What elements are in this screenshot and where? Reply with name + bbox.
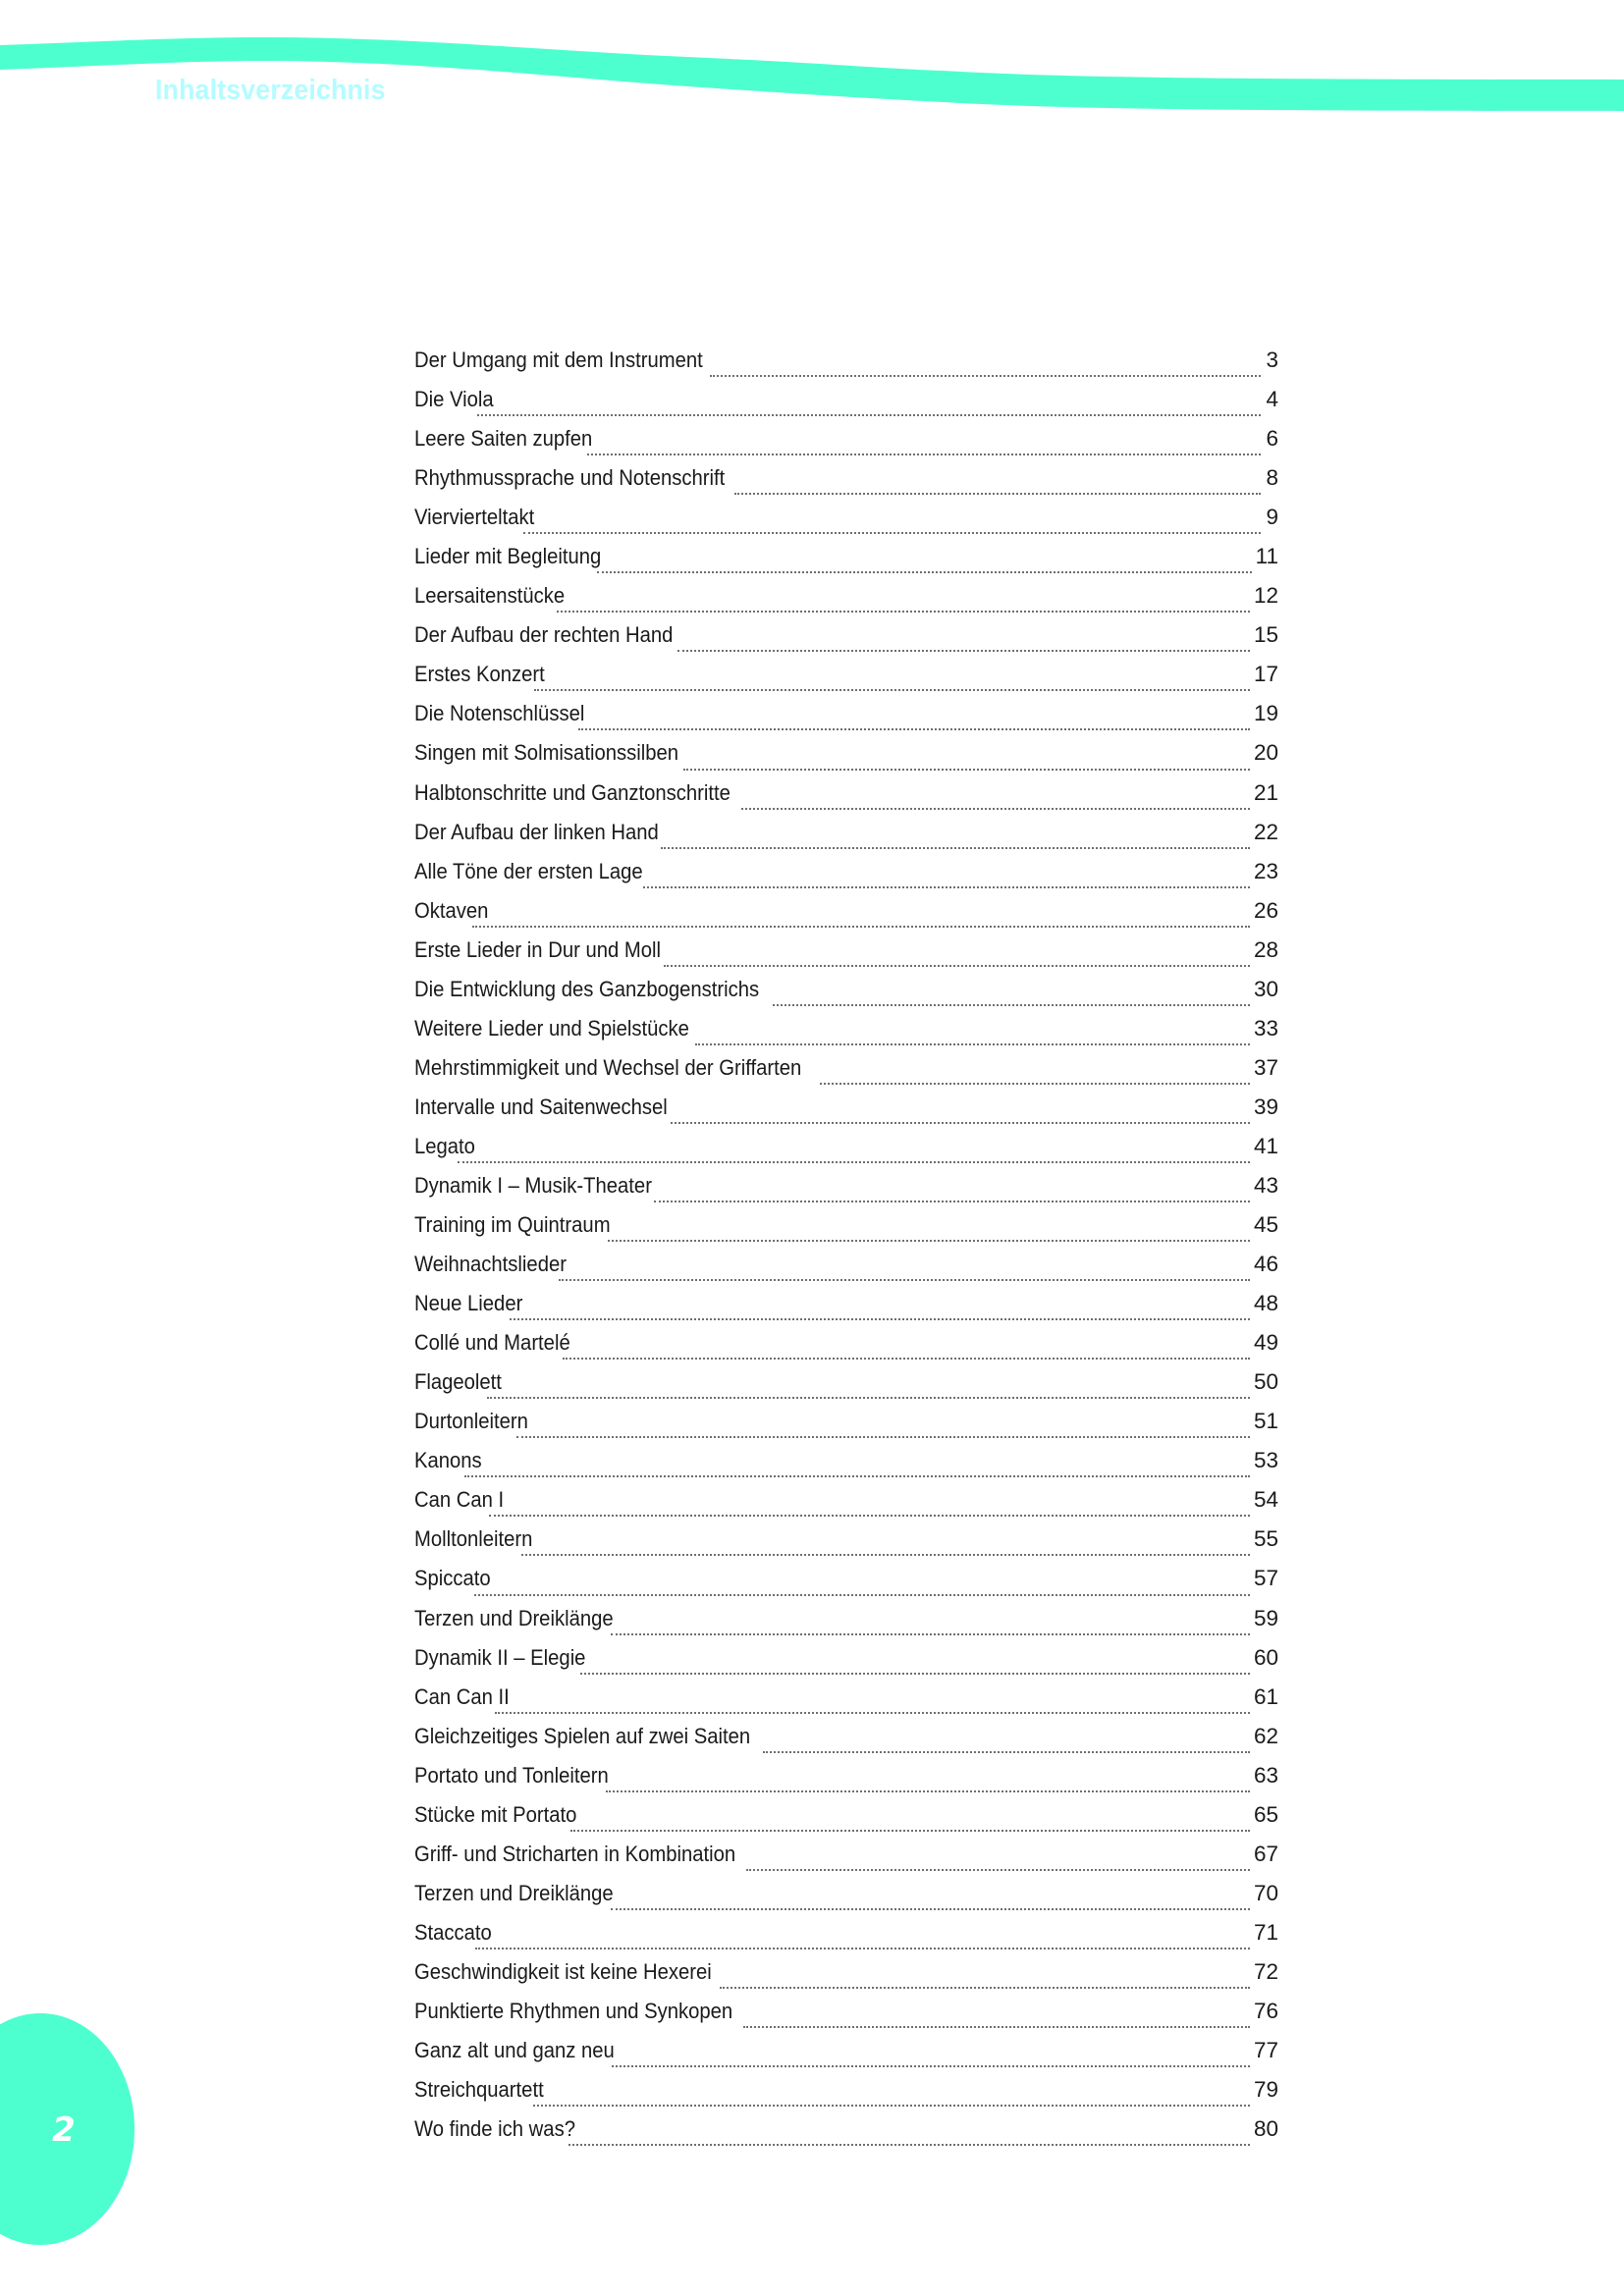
toc-entry[interactable] [414,898,1278,937]
toc-entry[interactable] [414,1212,1278,1252]
toc-entry[interactable] [414,583,1278,622]
toc-entry-title: Kanons [414,1448,482,1473]
toc-entry[interactable] [414,1881,1278,1920]
table-of-contents [414,347,1278,2156]
toc-entry-page: 3 [1266,347,1278,372]
toc-dot-leader [489,1514,1250,1517]
toc-entry-page: 21 [1253,779,1278,805]
toc-entry-page: 19 [1253,701,1278,726]
toc-entry[interactable] [414,1920,1278,1959]
toc-entry-page: 37 [1253,1054,1278,1080]
toc-dot-leader [568,2143,1250,2146]
toc-entry-title: Can Can II [414,1683,510,1709]
toc-entry-title: Streichquartett [414,2077,544,2103]
toc-dot-leader [495,1711,1250,1714]
toc-dot-leader [521,1553,1250,1556]
toc-entry-page: 11 [1255,544,1278,569]
toc-dot-leader [458,1160,1250,1163]
toc-entry-title: Stücke mit Portato [414,1801,577,1827]
toc-entry-page: 33 [1253,1015,1278,1041]
toc-entry[interactable] [414,347,1278,387]
toc-entry[interactable] [414,1606,1278,1645]
toc-entry[interactable] [414,1566,1278,1605]
toc-entry-page: 9 [1266,505,1278,530]
toc-entry-title: Flageolett [414,1369,502,1395]
toc-dot-leader [587,453,1261,455]
toc-entry-page: 77 [1253,2038,1278,2063]
toc-entry-page: 80 [1253,2116,1278,2142]
toc-entry-title: Legato [414,1133,475,1158]
toc-entry-page: 60 [1253,1644,1278,1670]
toc-entry-title: Erstes Konzert [414,662,545,687]
toc-entry-page: 55 [1253,1526,1278,1552]
toc-dot-leader [523,531,1261,534]
toc-dot-leader [741,807,1250,810]
toc-entry[interactable] [414,1645,1278,1684]
toc-dot-leader [597,570,1251,573]
toc-entry-page: 70 [1253,1880,1278,1905]
toc-entry[interactable] [414,2038,1278,2077]
toc-entry-title: Weitere Lieder und Spielstücke [414,1015,689,1041]
toc-entry[interactable] [414,1684,1278,1724]
toc-entry[interactable] [414,1134,1278,1173]
toc-dot-leader [608,1239,1250,1242]
toc-dot-leader [695,1042,1250,1045]
toc-entry[interactable] [414,1369,1278,1409]
toc-entry-title: Rhythmussprache und Notenschrift [414,465,726,491]
toc-dot-leader [475,1947,1250,1949]
toc-dot-leader [580,1672,1250,1675]
toc-entry[interactable] [414,780,1278,820]
toc-entry-title: Staccato [414,1919,492,1945]
toc-entry[interactable] [414,1291,1278,1330]
toc-dot-leader [516,1435,1250,1438]
toc-entry-page: 71 [1253,1919,1278,1945]
toc-dot-leader [734,492,1261,495]
toc-entry-page: 59 [1253,1605,1278,1630]
toc-entry-title: Weihnachtslieder [414,1252,567,1277]
toc-entry-page: 8 [1266,465,1278,491]
toc-entry-page: 6 [1266,426,1278,452]
toc-entry-page: 39 [1253,1094,1278,1119]
toc-dot-leader [472,925,1250,928]
toc-entry-page: 54 [1253,1487,1278,1513]
toc-entry-title: Dynamik II – Elegie [414,1644,586,1670]
toc-dot-leader [533,2104,1250,2107]
toc-dot-leader [570,1829,1250,1832]
section-title: Inhaltsverzeichnis [155,75,386,106]
toc-entry-title: Gleichzeitiges Spielen auf zwei Saiten [414,1723,751,1748]
toc-entry[interactable] [414,701,1278,740]
toc-entry-page: 51 [1253,1409,1278,1434]
toc-entry[interactable] [414,505,1278,544]
toc-entry[interactable] [414,2116,1278,2156]
toc-dot-leader [534,688,1250,691]
toc-dot-leader [477,413,1261,416]
toc-entry[interactable] [414,1252,1278,1291]
toc-entry[interactable] [414,977,1278,1016]
toc-entry-title: Oktaven [414,897,489,923]
toc-entry-title: Alle Töne der ersten Lage [414,858,643,883]
toc-entry[interactable] [414,1330,1278,1369]
toc-entry[interactable] [414,1724,1278,1763]
toc-entry-title: Dynamik I – Musik-Theater [414,1172,652,1198]
toc-entry[interactable] [414,426,1278,465]
toc-entry[interactable] [414,1999,1278,2038]
toc-entry-title: Training im Quintraum [414,1212,611,1238]
toc-entry-title: Ganz alt und ganz neu [414,2038,615,2063]
toc-entry-page: 22 [1253,819,1278,844]
toc-entry[interactable] [414,1095,1278,1134]
toc-entry[interactable] [414,1448,1278,1487]
toc-entry-page: 20 [1253,740,1278,766]
toc-dot-leader [654,1200,1250,1202]
toc-entry-title: Viervierteltakt [414,505,535,530]
toc-entry-page: 76 [1253,1998,1278,2023]
toc-entry[interactable] [414,1487,1278,1526]
toc-entry-page: 61 [1253,1683,1278,1709]
toc-entry[interactable] [414,1173,1278,1212]
toc-dot-leader [559,1278,1250,1281]
toc-entry-title: Mehrstimmigkeit und Wechsel der Griffarten [414,1054,802,1080]
toc-entry[interactable] [414,1959,1278,1999]
toc-entry-title: Singen mit Solmisationssilben [414,740,679,766]
toc-entry-page: 53 [1253,1448,1278,1473]
toc-entry-title: Punktierte Rhythmen und Synkopen [414,1998,733,2023]
toc-dot-leader [557,610,1250,613]
toc-dot-leader [746,1868,1250,1871]
toc-entry-page: 48 [1253,1291,1278,1316]
toc-entry-page: 17 [1253,662,1278,687]
toc-dot-leader [677,649,1250,652]
toc-entry-title: Leere Saiten zupfen [414,426,593,452]
toc-dot-leader [820,1082,1250,1085]
toc-entry-page: 23 [1253,858,1278,883]
toc-entry[interactable] [414,662,1278,701]
toc-dot-leader [643,885,1250,888]
toc-dot-leader [743,2025,1250,2028]
toc-entry-page: 28 [1253,936,1278,962]
toc-entry-title: Die Viola [414,387,494,412]
toc-entry[interactable] [414,937,1278,977]
toc-entry-title: Erste Lieder in Dur und Moll [414,936,662,962]
toc-entry-title: Portato und Tonleitern [414,1762,609,1788]
toc-entry-title: Terzen und Dreiklänge [414,1605,614,1630]
toc-entry-title: Collé und Martelé [414,1330,570,1356]
toc-entry[interactable] [414,387,1278,426]
toc-entry-title: Spiccato [414,1566,491,1591]
toc-entry-page: 26 [1253,897,1278,923]
toc-dot-leader [763,1750,1250,1753]
toc-dot-leader [664,964,1250,967]
toc-entry-page: 15 [1253,622,1278,648]
toc-entry-page: 43 [1253,1172,1278,1198]
toc-entry-title: Molltonleitern [414,1526,533,1552]
toc-entry-title: Geschwindigkeit ist keine Hexerei [414,1958,712,1984]
toc-dot-leader [720,1986,1250,1989]
toc-entry-title: Can Can I [414,1487,505,1513]
toc-dot-leader [611,1632,1250,1635]
toc-dot-leader [710,374,1261,377]
toc-entry-title: Terzen und Dreiklänge [414,1880,614,1905]
toc-dot-leader [464,1474,1250,1477]
toc-entry-title: Leersaitenstücke [414,583,566,609]
toc-entry-page: 79 [1253,2077,1278,2103]
toc-entry[interactable] [414,820,1278,859]
toc-entry[interactable] [414,1763,1278,1802]
toc-entry-title: Wo finde ich was? [414,2116,575,2142]
toc-entry-page: 4 [1266,387,1278,412]
toc-entry[interactable] [414,1409,1278,1448]
toc-entry-title: Die Notenschlüssel [414,701,585,726]
toc-dot-leader [487,1396,1250,1399]
toc-entry-title: Halbtonschritte und Ganztonschritte [414,779,731,805]
toc-entry-page: 67 [1253,1841,1278,1866]
toc-dot-leader [510,1317,1250,1320]
toc-entry[interactable] [414,622,1278,662]
toc-entry-title: Griff- und Stricharten in Kombination [414,1841,736,1866]
toc-entry-page: 12 [1253,583,1278,609]
toc-dot-leader [661,846,1250,849]
toc-entry[interactable] [414,465,1278,505]
toc-dot-leader [671,1121,1250,1124]
toc-entry-page: 41 [1253,1133,1278,1158]
toc-dot-leader [474,1593,1250,1596]
toc-entry[interactable] [414,1526,1278,1566]
toc-entry-page: 46 [1253,1252,1278,1277]
toc-entry-page: 30 [1253,976,1278,1001]
toc-entry-title: Neue Lieder [414,1291,523,1316]
toc-entry-page: 57 [1253,1566,1278,1591]
toc-entry[interactable] [414,1802,1278,1842]
toc-entry-title: Lieder mit Begleitung [414,544,602,569]
toc-entry-title: Die Entwicklung des Ganzbogenstrichs [414,976,760,1001]
toc-entry[interactable] [414,2077,1278,2116]
toc-entry[interactable] [414,544,1278,583]
toc-dot-leader [683,768,1250,771]
toc-entry[interactable] [414,1016,1278,1055]
toc-entry-title: Der Aufbau der linken Hand [414,819,659,844]
toc-entry-page: 49 [1253,1330,1278,1356]
toc-entry[interactable] [414,1055,1278,1095]
toc-entry-title: Der Aufbau der rechten Hand [414,622,674,648]
toc-entry-page: 45 [1253,1212,1278,1238]
toc-entry-title: Der Umgang mit dem Instrument [414,347,703,372]
toc-dot-leader [563,1357,1250,1360]
toc-dot-leader [611,1907,1250,1910]
toc-entry[interactable] [414,740,1278,779]
toc-dot-leader [773,1003,1250,1006]
toc-dot-leader [606,1789,1250,1792]
toc-entry-page: 72 [1253,1958,1278,1984]
toc-entry-title: Intervalle und Saitenwechsel [414,1094,668,1119]
page-number: 2 [52,2110,76,2150]
toc-entry-title: Durtonleitern [414,1409,528,1434]
toc-dot-leader [578,727,1250,730]
header-wave-decoration [0,0,1624,137]
toc-entry[interactable] [414,1842,1278,1881]
toc-entry-page: 62 [1253,1723,1278,1748]
toc-entry-page: 65 [1253,1801,1278,1827]
toc-entry-page: 50 [1253,1369,1278,1395]
toc-entry[interactable] [414,859,1278,898]
toc-entry-page: 63 [1253,1762,1278,1788]
toc-dot-leader [612,2064,1250,2067]
